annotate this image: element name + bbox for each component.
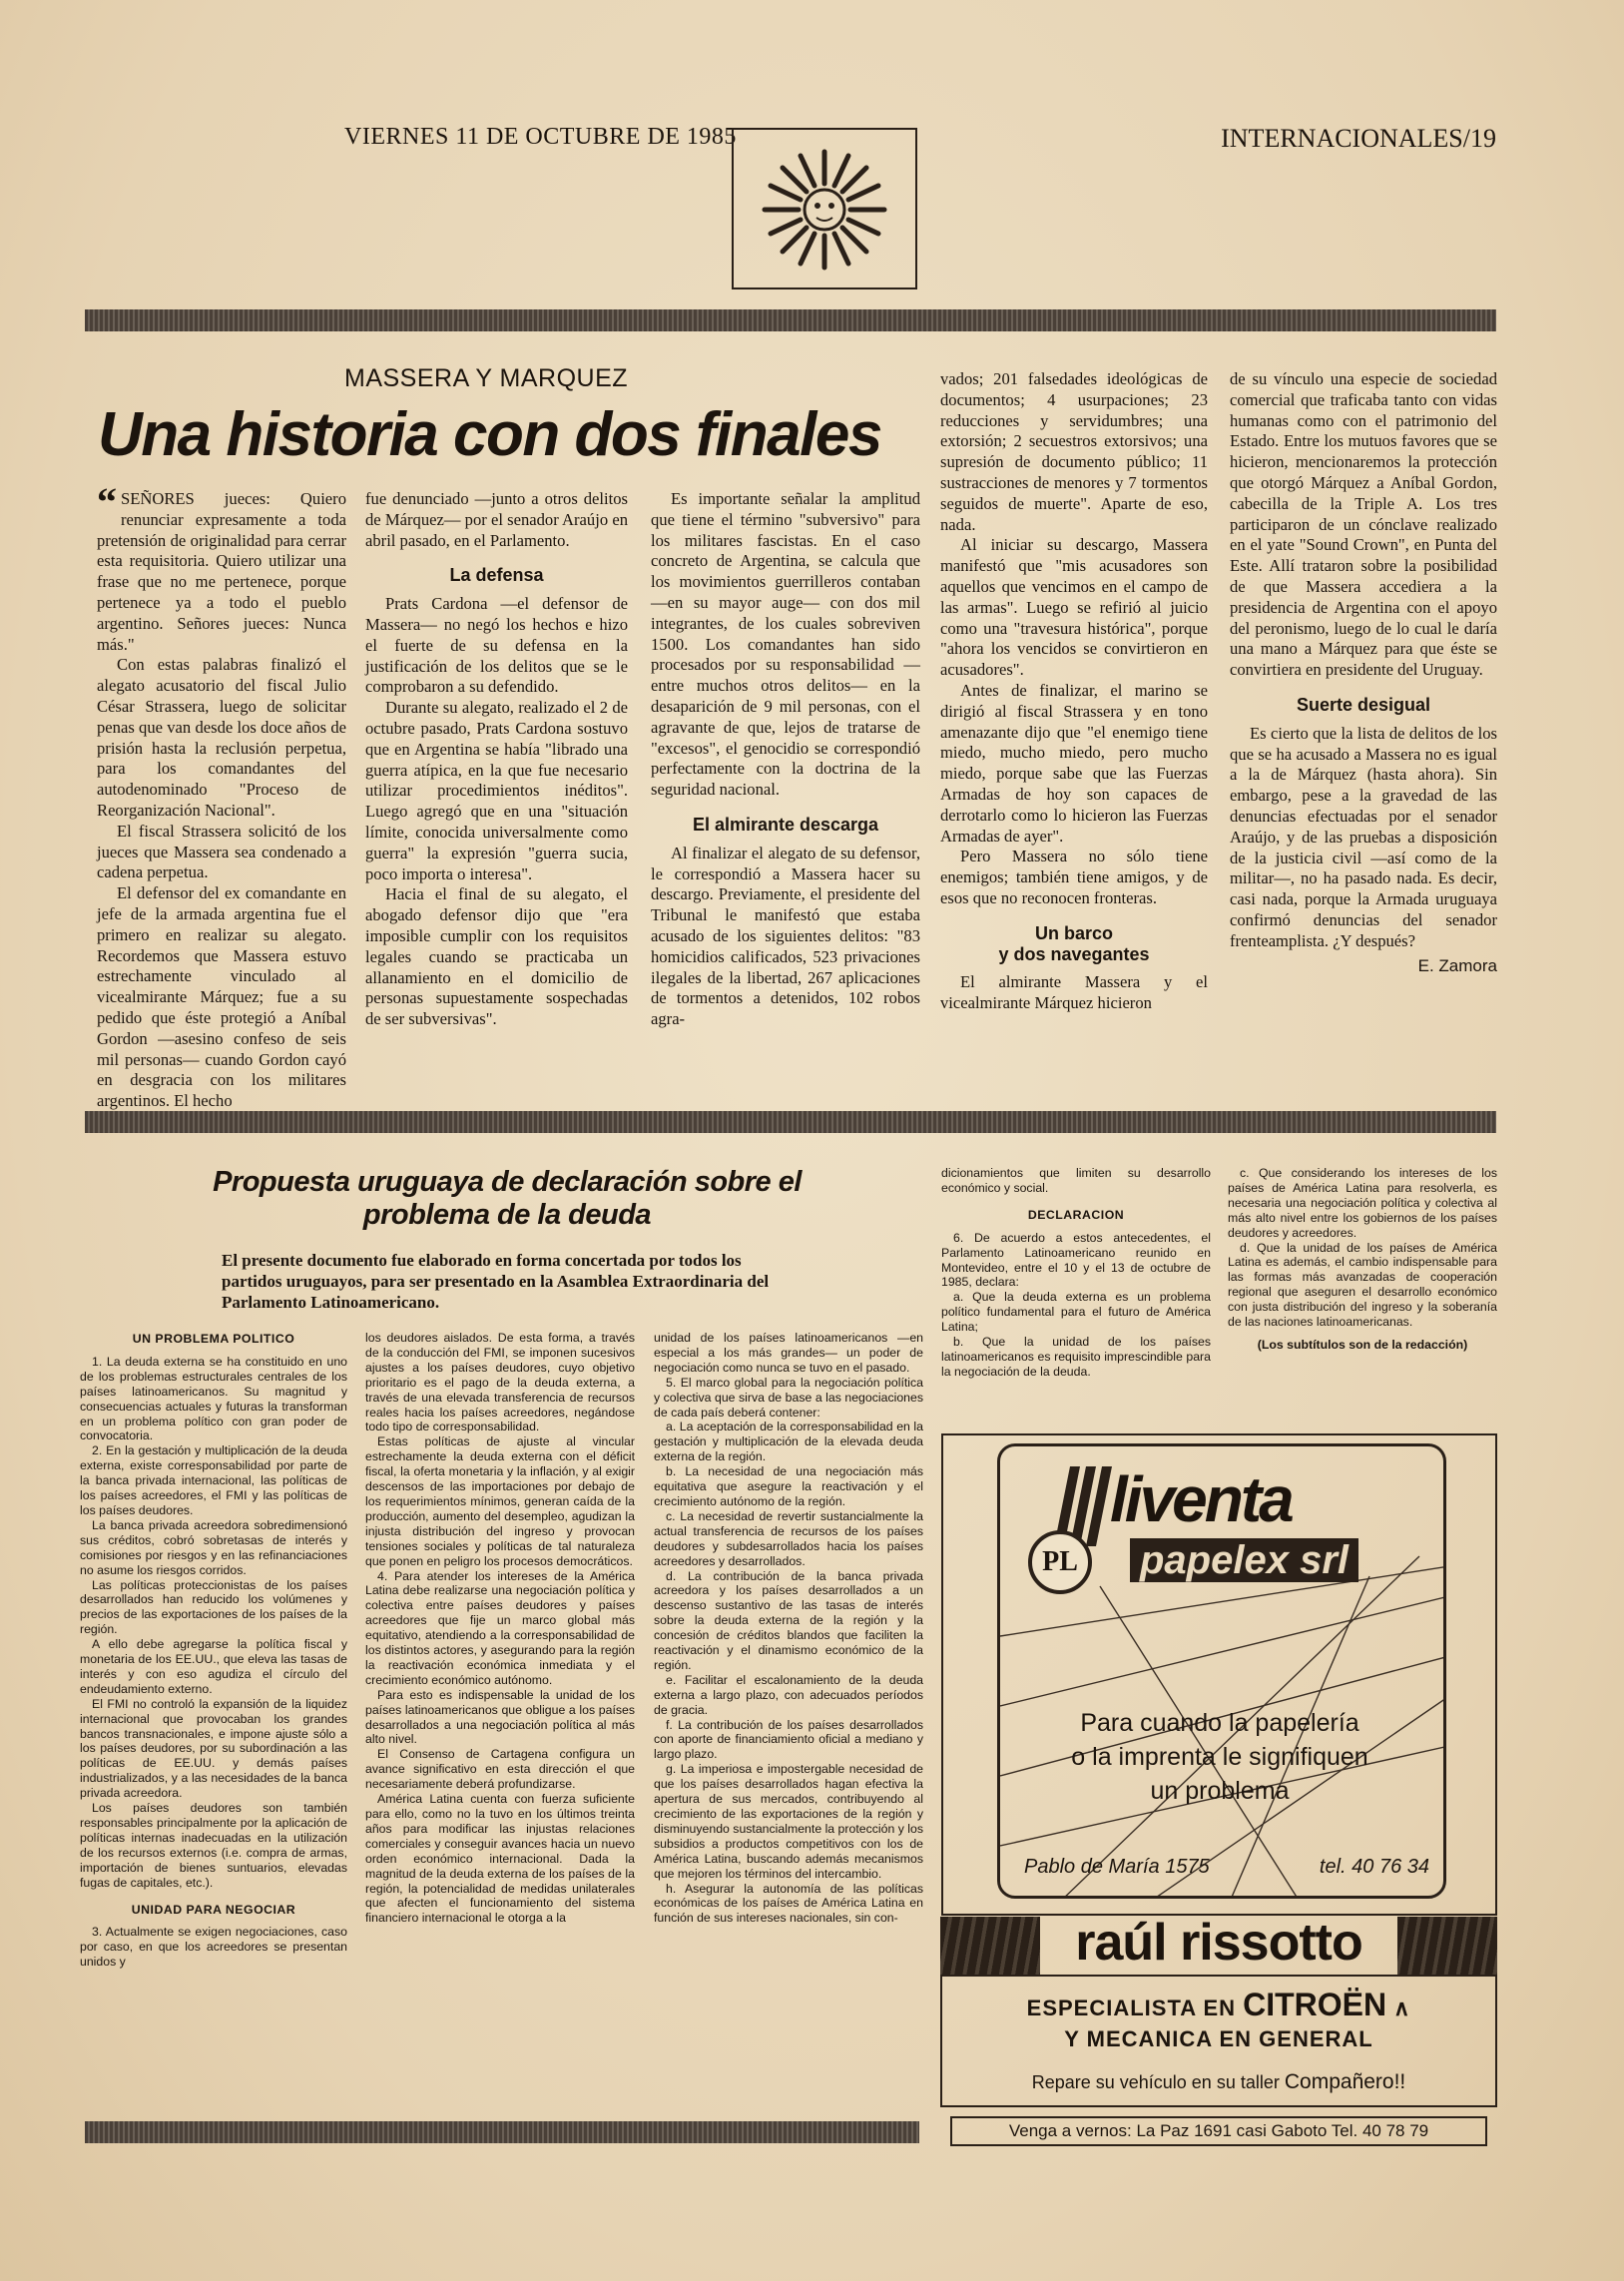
rissotto-line3 [942, 2070, 1495, 2094]
article2-paragraph: El FMI no controló la expansión de la liquidez internacional que provocaban los grandes bancos transnacionales, e impone ajuste sólo a los países deudores, por su subordinación a las políticas de EE.UU. y demás países industrializados, y a las necesidades de la banca privada acreedora. [80, 1696, 347, 1801]
article2-paragraph: El Consenso de Cartagena configura un avance significativo en esta dirección el que necesariamente deberá profundizarse. [365, 1747, 635, 1792]
sun-face-icon [734, 130, 915, 287]
article2-paragraph: 3. Actualmente se exigen negociaciones, caso por caso, en que los acreedores se presentan unidos y [80, 1925, 347, 1970]
article2-paragraph: 4. Para atender los intereses de la América Latina debe realizarse una negociación política y colectiva entre países deudores y países acreedores que fije un marco global más equitativo, atendiendo a la corresponsabilidad de los distintos actores, y asegurando para la región la reactivación económica inmediata y el crecimiento económico autónomo. [365, 1568, 635, 1687]
article2-paragraph: d. La contribución de la banca privada acreedora y los países desarrollados a un descenso sustantivo de las tasas de interés sobre la deuda externa de la región y la concesión de créditos blandos que faciliten la reactivación y el dinamismo económico de la región. [654, 1568, 923, 1672]
article2-paragraph: La banca privada acreedora sobredimensionó sus créditos, cobró sobretasas de interés y comisiones por riesgos y en las refinanciaciones no asume los riesgos corridos. [80, 1517, 347, 1577]
bottom-divider-bar [85, 2121, 919, 2143]
article2-paragraph: b. Que la unidad de los países latinoamericanos es requisito imprescindible para la negociación de la deuda. [941, 1335, 1211, 1379]
rissotto-banner-left [940, 1917, 1040, 1975]
article2-paragraph: Estas políticas de ajuste al vincular estrechamente la deuda externa con el déficit fiscal, la oferta monetaria y la inflación, y al exigir descensos de las importaciones por debajo de los requerimientos mínimos, generan caída de la producción, aumento del desempleo, agudizan la injusta distribución del ingreso y provocan tensiones sociales y políticas de tal naturaleza que ponen en peligro los procesos democráticos. [365, 1434, 635, 1568]
rissotto-specialist-label: ESPECIALISTA EN [1026, 1996, 1236, 2020]
article2-paragraph: f. La contribución de los países desarrollados con aporte de financiamiento oficial a mediano y largo plazo. [654, 1717, 923, 1762]
page-date: VIERNES 11 DE OCTUBRE DE 1985 [344, 124, 737, 150]
article1-paragraph: Pero Massera no sólo tiene enemigos; también tiene amigos, y de esos que no reconocen fronteras. [940, 847, 1208, 907]
subhead-negociar: UNIDAD PARA NEGOCIAR [131, 1902, 296, 1917]
liventa-ad-panel [997, 1443, 1446, 1899]
article2-paragraph: 6. De acuerdo a estos antecedentes, el Parlamento Latinoamericano reunido en Montevideo, entre el 10 y el 13 de octubre de 1985, declara: [941, 1230, 1211, 1290]
article2-paragraph: 5. El marco global para la negociación política y colectiva que sirva de base a las negociaciones de cada país deberá contener: [654, 1375, 923, 1420]
liventa-address: Pablo de María 1575 [1024, 1856, 1210, 1878]
article1-paragraph: Es cierto que la lista de delitos de los que se ha acusado a Massera no es igual a la de Márquez (hasta ahora). Sin embargo, pese a la gravedad de las denuncias efectuadas por el senador Araújo, y de las pruebas a disposición de la justicia civil —así como de la militar—, no ha pasado nada. Es decir, casi nada, porque la Armada uruguaya confirmó denuncias del senador frenteamplista. ¿Y después? [1230, 723, 1497, 950]
article2-paragraph: c. La necesidad de revertir sustancialmente la actual transferencia de recursos de los países deudores y subdesarrollados hacia los países acreedores y desarrollados. [654, 1508, 923, 1568]
sun-logo-box [732, 128, 917, 289]
article1-paragraph: Es importante señalar la amplitud que tiene el término "subversivo" para los militares fascistas. En el caso concreto de Argentina, se calcula que los movimientos guerrilleros contaban —en su mayor auge— con dos mil integrantes, de los cuales sobreviven 1500. Los comandantes han sido procesados por su responsabilidad —entre muchos otros delitos— en la desaparición de 9 mil personas, con el agravante de que, lejos de tratarse de "excesos", el genocidio se correspondió perfectamente con la doctrina de la seguridad nacional. [651, 489, 920, 800]
citroen-brand: CITROËN [1243, 1987, 1387, 2022]
article1-paragraph: Hacia el final de su alegato, el abogado defensor dijo que "era imposible cumplir con los requisitos legales cuando se practicaba un allanamiento en el domicilio de personas supuestamente sospechadas de ser subversivas". [365, 884, 628, 1029]
subhead-almirante: El almirante descarga [692, 814, 879, 835]
subhead-problema: UN PROBLEMA POLITICO [132, 1332, 295, 1346]
article2-paragraph: América Latina cuenta con fuerza suficiente para ello, como no la tuvo en los últimos treinta años para modificar las injustas relaciones comerciales y conseguir avances hacia un nuevo orden económico internacional. Dada la magnitud de la deuda externa de los países de la región, la potencialidad de medidas unilaterales que afecten el funcionamiento del sistema financiero internacional le otorga a la [365, 1792, 635, 1926]
article2-lead: El presente documento fue elaborado en forma concertada por todos los partidos uruguayos, para ser presentado en la Asamblea Extraordinaria del Parlamento Latinoamericano. [222, 1251, 770, 1312]
liventa-ad [941, 1433, 1497, 1916]
editor-note: (Los subtítulos son de la redacción) [1257, 1337, 1468, 1352]
article2-paragraph: unidad de los países latinoamericanos —en especial a los más grandes— un poder de negociación como nunca se tuvo en el pasado. [654, 1331, 923, 1375]
article1-paragraph: Con estas palabras finalizó el alegato acusatorio del fiscal Julio César Strassera, luego de solicitar penas que van desde los doce años de prisión hasta la reclusión perpetua, para los comandantes del autodenominado "Proceso de Reorganización Nacional". [97, 655, 346, 820]
article2-paragraph: Los países deudores son también responsables principalmente por la aplicación de políticas internas inadecuadas en la utilización de los recursos externos (i.e. compra de armas, importación de bienes suntuarios, elevadas fugas de capitales, etc.). [80, 1801, 347, 1890]
top-divider-bar [85, 309, 1496, 331]
rissotto-name: raúl rissotto [1075, 1914, 1362, 1972]
article1-column-2 [365, 489, 628, 1030]
article1-column-1 [97, 479, 346, 1112]
article2-paragraph: g. La imperiosa e impostergable necesidad de que los países desarrollados hagan efectiva la apertura de sus mercados, contribuyendo al crecimiento de las exportaciones de la región y disminuyendo sustancialmente la protección y los subsidios a productos competitivos con los de América Latina, buscando además mecanismos que mejoren los términos del intercambio. [654, 1762, 923, 1881]
liventa-brand: liventa [1110, 1463, 1292, 1535]
article2-paragraph: c. Que considerando los intereses de los países de América Latina para resolverla, es necesaria una negociación política y colectiva al más alto nivel entre los gobiernos de los países deudores y acreedores. [1228, 1166, 1497, 1240]
rissotto-banner-right [1397, 1917, 1497, 1975]
liventa-company: papelex srl [1130, 1538, 1358, 1582]
pl-logo-icon: PL [1028, 1530, 1092, 1594]
article2-column-3 [654, 1331, 923, 1926]
article2-paragraph: e. Facilitar el escalonamiento de la deuda externa a largo plazo, con adecuados períodos de gracia. [654, 1672, 923, 1717]
subhead-declaracion: DECLARACION [1027, 1207, 1125, 1222]
article1-paragraph: Durante su alegato, realizado el 2 de octubre pasado, Prats Cardona sostuvo que en Argentina se había "librado una guerra atípica, en la que fue necesario utilizar procedimientos inéditos". Luego agregó que en una "situación límite, conocida universalmente como guerra" la expresión "guerra sucia, poco importa o interesa". [365, 698, 628, 883]
article1-paragraph: fue denunciado —junto a otros delitos de Márquez— por el senador Araújo en abril pasado, en el Parlamento. [365, 489, 628, 550]
rissotto-body [940, 1975, 1497, 2107]
section-title: INTERNACIONALES/19 [1221, 124, 1496, 153]
article1-paragraph: de su vínculo una especie de sociedad comercial que traficaba tanto con vidas humanas como con el patrimonio del Estado. Entre los mutuos favores que se hicieron, mencionaremos la protección que otorgó Márquez a Aníbal Gordon, cabecilla de la Triple A. Los tres participaron de un cónclave realizado en el yate "Sound Crown", en Punta del Este. Allí trataron sobre la posibilidad de que Massera accediera a la presidencia de Argentina con el apoyo del peronismo, luego de lo cual le daría una mano a Márquez para que éste se convirtiera en presidente del Uruguay. [1230, 369, 1497, 680]
subhead-defensa: La defensa [449, 565, 544, 586]
article2-paragraph: 2. En la gestación y multiplicación de la deuda externa, existe corresponsabilidad por parte de la banca privada internacional, las políticas de los países acreedores, el FMI y las políticas de los países deudores. [80, 1443, 347, 1517]
article1-column-3 [651, 489, 920, 1030]
article1-paragraph: El defensor del ex comandante en jefe de la armada argentina fue el primero en realizar su alegato. Recordemos que Massera estuvo estrechamente vinculado al vicealmirante Márquez; fue a su pedido que éste protegió a Aníbal Gordon —asesino confeso de seis mil personas— cuando Gordon cayó en desgracia con los militares argentinos. El hecho [97, 883, 346, 1111]
article1-paragraph: El fiscal Strassera solicitó de los jueces que Massera sea condenado a cadena perpetua. [97, 821, 346, 882]
article2-paragraph: A ello debe agregarse la política fiscal y monetaria de los EE.UU., que eleva las tasas de interés y con eso agudiza el círculo del endeudamiento externo. [80, 1637, 347, 1696]
article2-paragraph: d. Que la unidad de los países de América Latina es además, el cambio indispensable para las formas más avanzadas de cooperación regional que aseguren el desarrollo económico con justa distribución del ingreso y la soberanía de las naciones latinoamericanas. [1228, 1240, 1497, 1330]
rissotto-line2: Y MECANICA EN GENERAL [1064, 2026, 1373, 2051]
article1-paragraph: SEÑORES jueces: Quiero renunciar expresamente a toda pretensión de originalidad para cerrar esta requisitoria. Quiero utilizar una frase que no me pertenece, porque pertenece ya a todo el pueblo argentino. Señores jueces: Nunca más." [97, 489, 346, 654]
article1-paragraph: El almirante Massera y el vicealmirante Márquez hicieron [940, 972, 1208, 1013]
article2-column-5 [1228, 1166, 1497, 1353]
article2-paragraph: Para esto es indispensable la unidad de los países latinoamericanos que obligue a los países desarrollados a una negociación política al más alto nivel. [365, 1687, 635, 1747]
subhead-barco: Un barco y dos navegantes [998, 922, 1150, 964]
article2-column-4 [941, 1166, 1211, 1380]
article2-title: Propuesta uruguaya de declaración sobre el problema de la deuda [213, 1166, 802, 1231]
article2-column-1 [80, 1326, 347, 1970]
rissotto-ad [940, 1914, 1497, 2149]
article2-paragraph: b. La necesidad de una negociación más equitativa que asegure la reactivación y el crecimiento autónomo de la región. [654, 1464, 923, 1508]
middle-divider-bar [85, 1111, 1496, 1133]
article2-paragraph: los deudores aislados. De esta forma, a través de la conducción del FMI, se imponen sucesivos ajustes a los países deudores, cuyo objetivo prioritario es el pago de la deuda externa, a través de una elevada transferencia de recursos reales hacia los países acreedores, negándose todo tipo de corresponsabilidad. [365, 1331, 635, 1434]
liventa-phone: tel. 40 76 34 [1319, 1856, 1429, 1878]
liventa-slogan: Para cuando la papelería o la imprenta le signifiquen un problema [1071, 1709, 1368, 1805]
article1-title: Una historia con dos finales [98, 400, 881, 469]
subhead-suerte: Suerte desigual [1296, 694, 1431, 715]
article2-paragraph: dicionamientos que limiten su desarrollo económico y social. [941, 1166, 1211, 1195]
article1-paragraph: Al iniciar su descargo, Massera manifestó que "mis acusadores son aquellos que vencimos en el campo de las armas". Luego se refirió al juicio como una "travesura histórica", porque "ahora los vencidos se convirtieron en acusadores". [940, 535, 1208, 680]
citroen-chevron-icon: ∧ [1393, 1996, 1411, 2020]
article1-kicker: MASSERA Y MARQUEZ [344, 364, 629, 392]
article2-paragraph: a. Que la deuda externa es un problema político fundamental para el futuro de América Latina; [941, 1290, 1211, 1335]
article1-column-5 [1230, 369, 1497, 976]
article1-paragraph: Al finalizar el alegato de su defensor, le correspondió a Massera hacer su descargo. Previamente, el presidente del Tribunal le manifestó que estaba acusado de los siguientes delitos: "83 homicidios calificados, 523 privaciones ilegales de la libertad, 267 aplicaciones de tormentos a detenidos, 102 robos agra- [651, 843, 920, 1029]
article1-signature: E. Zamora [1417, 955, 1497, 975]
article2-paragraph: 1. La deuda externa se ha constituido en uno de los problemas estructurales centrales de los países latinoamericanos. Su magnitud y consecuencias actuales y futuras la transforman en un problema político con gran poder de convocatoria. [80, 1354, 347, 1443]
article1-paragraph: vados; 201 falsedades ideológicas de documentos; 4 usurpaciones; 23 reducciones y servidumbres; una extorsión; 2 secuestros extorsivos; una supresión de documento público; 11 sustracciones de menores y 7 tormentos seguidos de muerte". Aparte de eso, nada. [940, 369, 1208, 534]
article2-paragraph: Las políticas proteccionistas de los países desarrollados han reducido los volúmenes y precios de las exportaciones de los países de la región. [80, 1577, 347, 1637]
open-quote-glyph: “ [97, 479, 117, 524]
rissotto-companero: Compañero!! [1284, 2070, 1406, 2093]
rissotto-repair-text: Repare su vehículo en su taller [1031, 2072, 1280, 2092]
article1-paragraph: Antes de finalizar, el marino se dirigió al fiscal Strassera y en tono amenazante dijo que "el enemigo tiene miedo, mucho miedo, pero mucho miedo, porque sabe que las Fuerzas Armadas de hoy son capaces de derrotarlo como lo hicieron las Fuerzas Armadas de ayer". [940, 680, 1208, 846]
article1-paragraph: Prats Cardona —el defensor de Massera— no negó los hechos e hizo el fuerte de su defensa en la justificación de los delitos que se le comprobaron a su defendido. [365, 594, 628, 697]
article2-column-2 [365, 1331, 635, 1926]
rissotto-line1 [942, 1987, 1495, 2023]
article2-paragraph: h. Asegurar la autonomía de las políticas económicas de los países de América Latina en función de sus intereses nacionales, sin con- [654, 1881, 923, 1926]
rissotto-footer: Venga a vernos: La Paz 1691 casi Gaboto Tel. 40 78 79 [950, 2116, 1487, 2146]
article1-column-4 [940, 369, 1208, 1014]
article2-paragraph: a. La aceptación de la corresponsabilidad en la gestación y multiplicación de la elevada deuda externa de la región. [654, 1420, 923, 1464]
